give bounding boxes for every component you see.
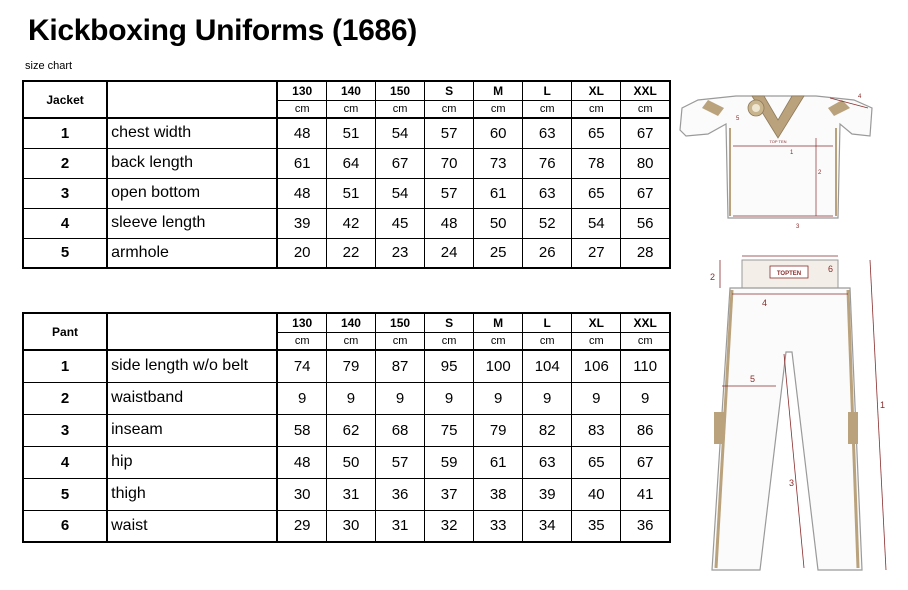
size-header: 140 [326, 81, 375, 100]
unit-cell: cm [376, 100, 425, 118]
unit-cell: cm [621, 332, 670, 350]
unit-cell: cm [523, 100, 572, 118]
page-title: Kickboxing Uniforms (1686) [28, 14, 417, 47]
measurement-value: 9 [621, 382, 670, 414]
measurement-value: 87 [376, 350, 425, 382]
measurement-value: 29 [277, 510, 326, 542]
jacket-size-header-row [23, 81, 670, 100]
measurement-value: 52 [523, 208, 572, 238]
pants-marker-4: 4 [762, 298, 768, 308]
measurement-label: side length w/o belt [107, 350, 277, 382]
unit-cell: cm [474, 332, 523, 350]
pants-brand: TOPTEN [776, 271, 802, 277]
measurement-value: 54 [572, 208, 621, 238]
unit-cell: cm [425, 332, 474, 350]
measurement-value: 9 [277, 382, 326, 414]
measurement-value: 54 [376, 118, 425, 148]
pants-marker-5: 5 [750, 374, 756, 384]
measurement-value: 110 [621, 350, 670, 382]
size-header: M [474, 81, 523, 100]
measurement-value: 70 [425, 148, 474, 178]
size-header: M [474, 313, 523, 332]
row-number: 2 [23, 148, 107, 178]
row-number: 2 [23, 382, 107, 414]
pants-knee-pad-left [714, 412, 724, 444]
measurement-value: 58 [277, 414, 326, 446]
measurement-label: waist [107, 510, 277, 542]
jacket-marker-3: 3 [796, 224, 800, 230]
measurement-value: 65 [572, 118, 621, 148]
measurement-value: 57 [425, 178, 474, 208]
measurement-value: 50 [474, 208, 523, 238]
jacket-table-body [23, 81, 670, 268]
measurement-value: 106 [572, 350, 621, 382]
measurement-value: 59 [425, 446, 474, 478]
pant-table-body [23, 313, 670, 542]
measurement-value: 79 [474, 414, 523, 446]
measurement-value: 9 [326, 382, 375, 414]
measurement-value: 9 [523, 382, 572, 414]
measurement-value: 63 [523, 178, 572, 208]
table-row [23, 208, 670, 238]
measurement-value: 75 [425, 414, 474, 446]
table-row [23, 350, 670, 382]
measurement-value: 63 [523, 446, 572, 478]
measurement-label: hip [107, 446, 277, 478]
measurement-value: 20 [277, 238, 326, 268]
measurement-value: 78 [572, 148, 621, 178]
measurement-value: 28 [621, 238, 670, 268]
table-row [23, 148, 670, 178]
unit-cell: cm [523, 332, 572, 350]
measurement-value: 95 [425, 350, 474, 382]
measurement-label: armhole [107, 238, 277, 268]
unit-cell: cm [572, 100, 621, 118]
pant-size-table [22, 312, 671, 543]
measurement-value: 76 [523, 148, 572, 178]
measurement-value: 38 [474, 478, 523, 510]
measurement-value: 26 [523, 238, 572, 268]
measurement-value: 39 [523, 478, 572, 510]
measurement-value: 42 [326, 208, 375, 238]
measurement-value: 9 [376, 382, 425, 414]
measurement-value: 64 [326, 148, 375, 178]
row-number: 4 [23, 208, 107, 238]
measurement-value: 74 [277, 350, 326, 382]
unit-cell: cm [277, 100, 326, 118]
measurement-value: 9 [425, 382, 474, 414]
measurement-label: inseam [107, 414, 277, 446]
measurement-value: 9 [474, 382, 523, 414]
measurement-value: 54 [376, 178, 425, 208]
unit-cell: cm [326, 100, 375, 118]
measurement-value: 32 [425, 510, 474, 542]
measurement-value: 30 [277, 478, 326, 510]
measurement-value: 39 [277, 208, 326, 238]
measurement-value: 48 [277, 178, 326, 208]
jacket-marker-5: 5 [736, 116, 740, 122]
measurement-value: 22 [326, 238, 375, 268]
jacket-illustration [678, 88, 874, 236]
jacket-marker-4: 4 [858, 94, 862, 100]
measurement-value: 83 [572, 414, 621, 446]
measurement-value: 100 [474, 350, 523, 382]
measurement-value: 57 [376, 446, 425, 478]
measurement-value: 31 [326, 478, 375, 510]
row-number: 1 [23, 118, 107, 148]
table-row [23, 446, 670, 478]
measurement-value: 50 [326, 446, 375, 478]
size-header: 130 [277, 313, 326, 332]
size-header: L [523, 313, 572, 332]
measurement-label: chest width [107, 118, 277, 148]
table-row [23, 478, 670, 510]
size-header: S [425, 81, 474, 100]
jacket-marker-1: 1 [790, 150, 794, 156]
unit-cell: cm [277, 332, 326, 350]
measurement-value: 82 [523, 414, 572, 446]
measurement-value: 86 [621, 414, 670, 446]
measurement-value: 61 [474, 446, 523, 478]
measurement-value: 48 [277, 446, 326, 478]
measurement-value: 9 [572, 382, 621, 414]
measurement-label: back length [107, 148, 277, 178]
jacket-header-blank [107, 81, 277, 118]
row-number: 4 [23, 446, 107, 478]
unit-cell: cm [376, 332, 425, 350]
row-number: 5 [23, 238, 107, 268]
unit-cell: cm [474, 100, 523, 118]
measurement-value: 79 [326, 350, 375, 382]
measurement-value: 62 [326, 414, 375, 446]
size-header: XL [572, 81, 621, 100]
jacket-outline [680, 96, 872, 218]
measurement-value: 65 [572, 178, 621, 208]
unit-cell: cm [621, 100, 670, 118]
pants-outline [712, 288, 862, 570]
row-number: 1 [23, 350, 107, 382]
measurement-value: 25 [474, 238, 523, 268]
table-row [23, 510, 670, 542]
size-header: 140 [326, 313, 375, 332]
size-header: XXL [621, 313, 670, 332]
measurement-value: 61 [277, 148, 326, 178]
measurement-value: 73 [474, 148, 523, 178]
pants-marker-6: 6 [828, 264, 834, 274]
row-number: 6 [23, 510, 107, 542]
measurement-value: 51 [326, 178, 375, 208]
pant-table-title: Pant [23, 313, 107, 350]
table-row [23, 382, 670, 414]
measurement-value: 41 [621, 478, 670, 510]
pants-drawing [700, 250, 900, 585]
jacket-drawing [678, 88, 874, 236]
table-row [23, 238, 670, 268]
row-number: 3 [23, 414, 107, 446]
pant-size-header-row [23, 313, 670, 332]
measurement-value: 57 [425, 118, 474, 148]
row-number: 3 [23, 178, 107, 208]
unit-cell: cm [572, 332, 621, 350]
measurement-value: 60 [474, 118, 523, 148]
measurement-value: 36 [621, 510, 670, 542]
measurement-value: 67 [621, 446, 670, 478]
measurement-value: 67 [621, 178, 670, 208]
measurement-value: 45 [376, 208, 425, 238]
pants-marker-1: 1 [880, 400, 886, 410]
measurement-label: thigh [107, 478, 277, 510]
size-header: XL [572, 313, 621, 332]
unit-cell: cm [425, 100, 474, 118]
measurement-value: 36 [376, 478, 425, 510]
size-header: 150 [376, 81, 425, 100]
measurement-value: 61 [474, 178, 523, 208]
size-header: 150 [376, 313, 425, 332]
pants-illustration [700, 250, 900, 585]
measurement-label: open bottom [107, 178, 277, 208]
table-row [23, 414, 670, 446]
measurement-value: 40 [572, 478, 621, 510]
measurement-value: 67 [621, 118, 670, 148]
measurement-value: 56 [621, 208, 670, 238]
pant-header-blank [107, 313, 277, 350]
unit-cell: cm [326, 332, 375, 350]
size-header: 130 [277, 81, 326, 100]
size-header: XXL [621, 81, 670, 100]
measurement-value: 48 [277, 118, 326, 148]
table-row [23, 178, 670, 208]
measurement-value: 33 [474, 510, 523, 542]
measurement-value: 35 [572, 510, 621, 542]
size-header: S [425, 313, 474, 332]
pants-knee-pad-right [848, 412, 858, 444]
measurement-value: 27 [572, 238, 621, 268]
measurement-value: 23 [376, 238, 425, 268]
jacket-marker-2: 2 [818, 170, 822, 176]
measurement-value: 65 [572, 446, 621, 478]
measurement-value: 30 [326, 510, 375, 542]
measurement-value: 68 [376, 414, 425, 446]
measurement-value: 34 [523, 510, 572, 542]
measurement-value: 48 [425, 208, 474, 238]
measurement-value: 67 [376, 148, 425, 178]
jacket-size-table [22, 80, 671, 269]
measurement-value: 31 [376, 510, 425, 542]
page-subtitle: size chart [25, 60, 73, 72]
jacket-table-title: Jacket [23, 81, 107, 118]
table-row [23, 118, 670, 148]
measurement-value: 37 [425, 478, 474, 510]
row-number: 5 [23, 478, 107, 510]
measurement-value: 24 [425, 238, 474, 268]
pants-marker-3: 3 [789, 478, 795, 488]
size-header: L [523, 81, 572, 100]
measurement-value: 80 [621, 148, 670, 178]
jacket-brand: TOP TEN [769, 139, 787, 144]
pants-marker-2: 2 [710, 272, 716, 282]
measurement-label: waistband [107, 382, 277, 414]
measurement-value: 63 [523, 118, 572, 148]
measurement-value: 51 [326, 118, 375, 148]
measurement-label: sleeve length [107, 208, 277, 238]
measurement-value: 104 [523, 350, 572, 382]
